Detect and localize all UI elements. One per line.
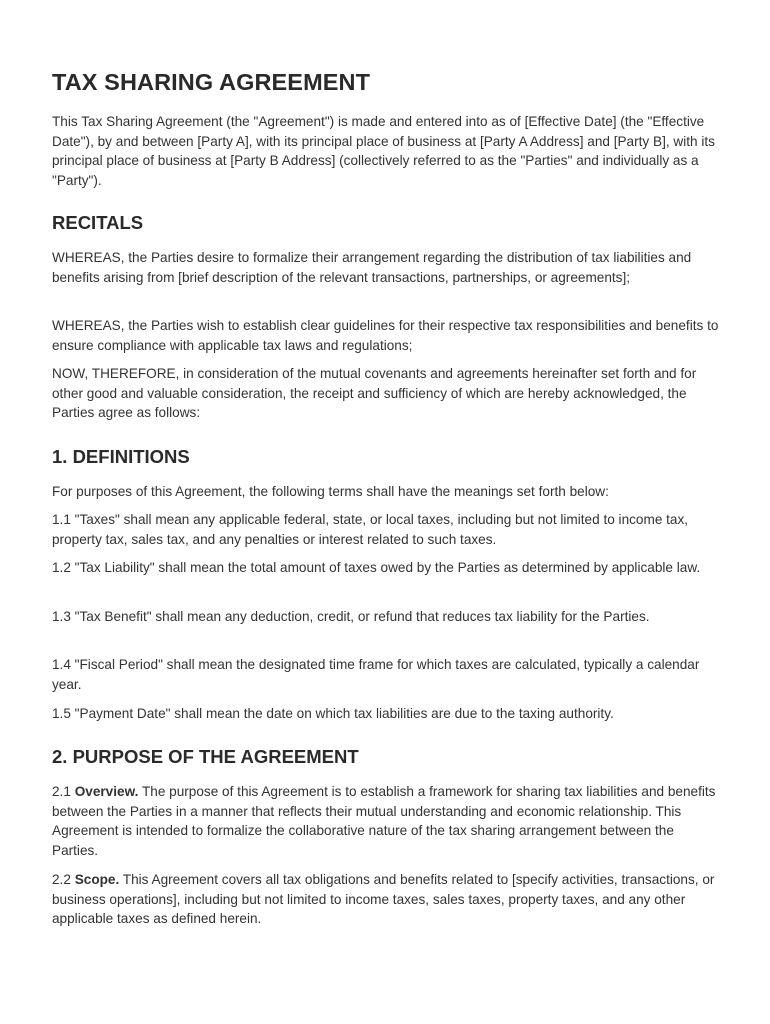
definitions-heading: 1. DEFINITIONS — [52, 446, 190, 467]
definition-item-fiscal-period: 1.4 "Fiscal Period" shall mean the designated time frame for which taxes are calculated, typically a calendar year. — [52, 657, 700, 692]
purpose-item-text: This Agreement covers all tax obligations and benefits related to [specify activities, transactions, or business operations], including but not limited to income taxes, sales taxes, property taxes, and any other applicable taxes as defined herein. — [52, 872, 715, 927]
definition-item-payment-date: 1.5 "Payment Date" shall mean the date on which tax liabilities are due to the taxing authority. — [52, 706, 614, 721]
recitals-heading: RECITALS — [52, 212, 144, 233]
recital-paragraph-1: WHEREAS, the Parties desire to formalize their arrangement regarding the distribution of tax liabilities and benefits arising from [brief description of the relevant transactions, partnerships, or agreements]; — [52, 250, 692, 285]
purpose-heading: 2. PURPOSE OF THE AGREEMENT — [52, 746, 359, 767]
purpose-item-scope — [52, 870, 720, 929]
purpose-item-lead: Scope. — [74, 872, 120, 887]
purpose-item-number: 2.2 — [52, 872, 71, 887]
purpose-item-text: The purpose of this Agreement is to establish a framework for sharing tax liabilities and benefits between the Parties in a manner that reflects their mutual understanding and economic relationship. This Agreement is intended to formalize the collaborative nature of the tax sharing arrangement between the Parties. — [52, 784, 716, 858]
definition-item-tax-benefit: 1.3 "Tax Benefit" shall mean any deduction, credit, or refund that reduces tax liability for the Parties. — [52, 609, 650, 624]
purpose-item-overview — [52, 782, 720, 860]
recital-paragraph-2: WHEREAS, the Parties wish to establish clear guidelines for their respective tax responsibilities and benefits to ensure compliance with applicable tax laws and regulations; — [52, 318, 719, 353]
recital-paragraph-3: NOW, THEREFORE, in consideration of the mutual covenants and agreements hereinafter set forth and for other good and valuable consideration, the receipt and sufficiency of which are hereby acknowledged, the Parties agree as follows: — [52, 366, 697, 421]
purpose-item-number: 2.1 — [52, 784, 71, 799]
definition-item-tax-liability: 1.2 "Tax Liability" shall mean the total amount of taxes owed by the Parties as determined by applicable law. — [52, 560, 701, 575]
document-title: TAX SHARING AGREEMENT — [52, 69, 371, 95]
purpose-item-lead: Overview. — [74, 784, 139, 799]
intro-paragraph: This Tax Sharing Agreement (the "Agreement") is made and entered into as of [Effective Date] (the "Effective Date"), by and between [Party A], with its principal place of business at [Party A Address] and [Party B], with its principal place of business at [Party B Address] (collectively referred to as the "Parties" and individually as a "Party"). — [52, 114, 715, 188]
definition-item-taxes: 1.1 "Taxes" shall mean any applicable federal, state, or local taxes, including but not limited to income tax, property tax, sales tax, and any penalties or interest related to such taxes. — [52, 512, 689, 547]
definitions-intro: For purposes of this Agreement, the following terms shall have the meanings set forth below: — [52, 484, 609, 499]
